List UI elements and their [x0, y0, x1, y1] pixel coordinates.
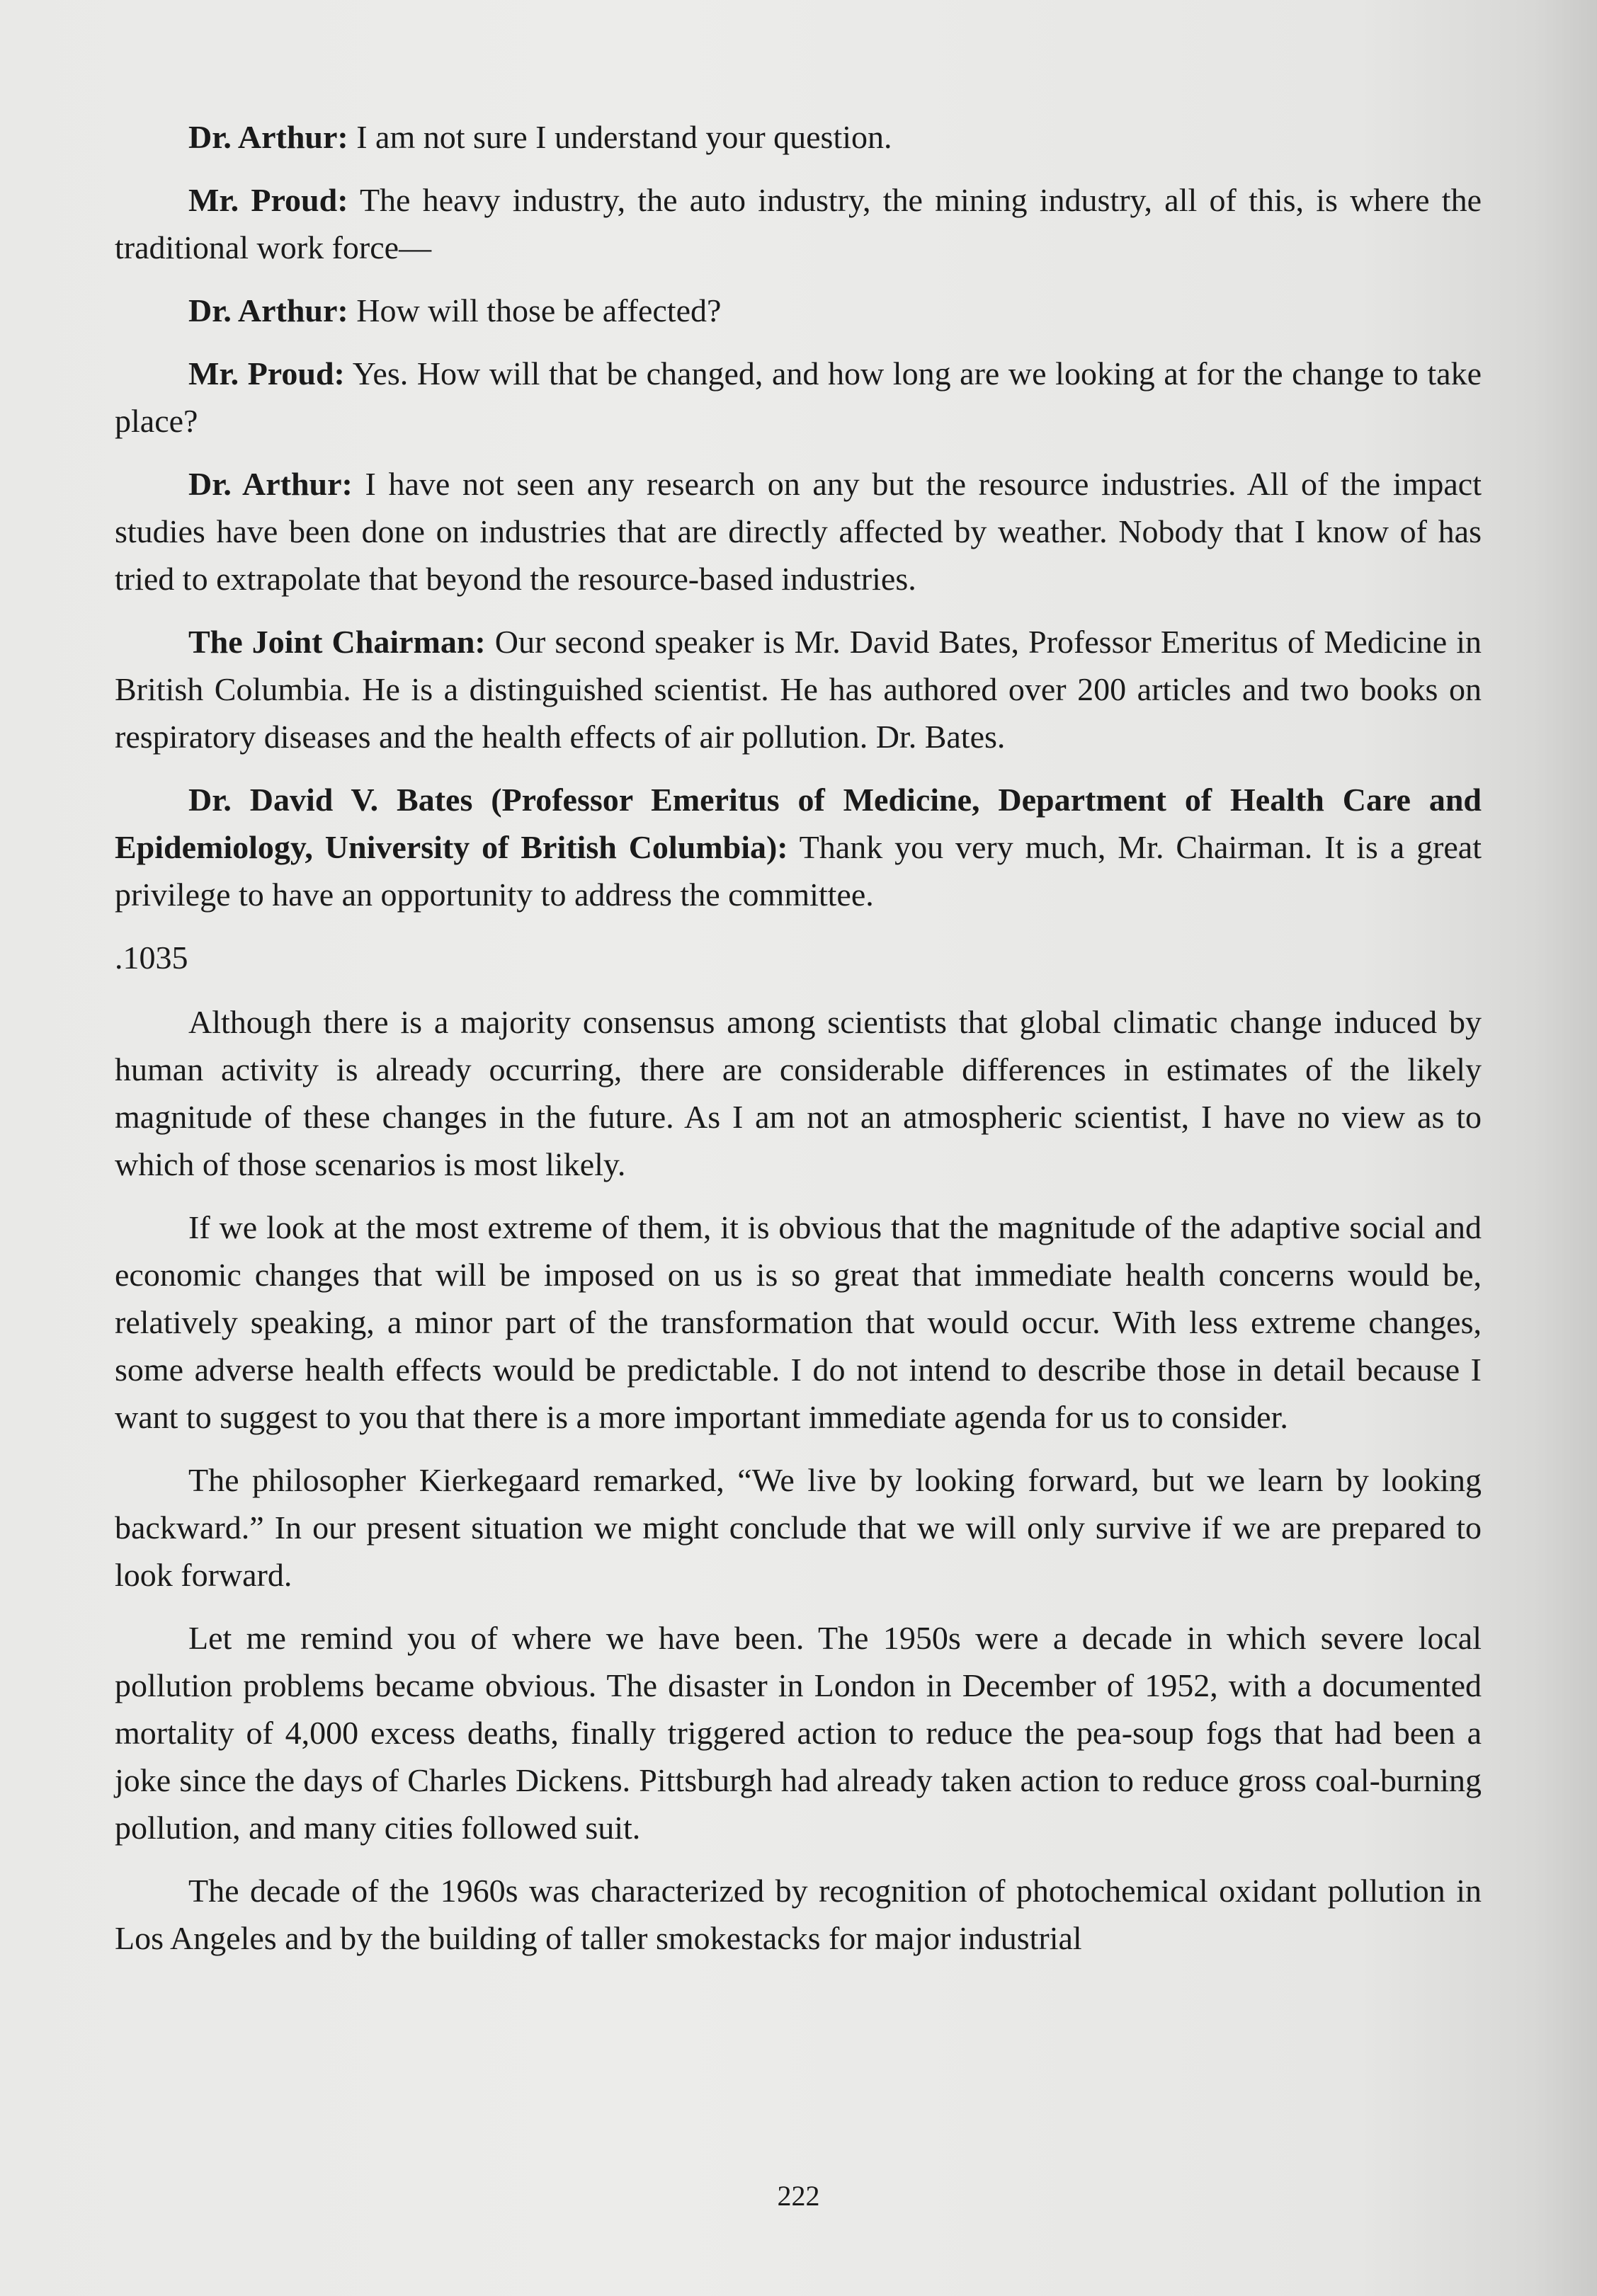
transcript-paragraph	[115, 176, 1482, 271]
speaker-name: Dr. Arthur:	[188, 119, 348, 155]
transcript-body	[115, 113, 1482, 1977]
transcript-paragraph	[115, 113, 1482, 161]
speaker-name: The Joint Chairman:	[188, 624, 486, 660]
speaker-name: Dr. Arthur:	[188, 466, 353, 502]
speaker-name: Mr. Proud:	[188, 355, 345, 392]
paragraph-text: If we look at the most extreme of them, it is obvious that the magnitude of the adaptive social and economic changes that will be imposed on us is so great that immediate health concerns would be, relatively speaking, a minor part of the transformation that would occur. With less extreme changes, some adverse health effects would be predictable. I do not intend to describe those in detail because I want to suggest to you that there is a more important immediate agenda for us to consider.	[115, 1209, 1482, 1435]
transcript-paragraph	[115, 998, 1482, 1188]
transcript-paragraph	[115, 1614, 1482, 1851]
paragraph-text: The heavy industry, the auto industry, the mining industry, all of this, is where the traditional work force—	[115, 182, 1482, 265]
paragraph-text: Yes. How will that be changed, and how long are we looking at for the change to take place?	[115, 355, 1482, 439]
paragraph-text: Although there is a majority consensus among scientists that global climatic change induced by human activity is already occurring, there are considerable differences in estimates of the likely magnitude of these changes in the future. As I am not an atmospheric scientist, I have no view as to which of those scenarios is most likely.	[115, 1004, 1482, 1182]
paragraph-text: The decade of the 1960s was characterized by recognition of photochemical oxidant pollution in Los Angeles and by the building of taller smokestacks for major industrial	[115, 1873, 1482, 1956]
time-marker: .1035	[115, 939, 188, 976]
paragraph-text: How will those be affected?	[348, 292, 722, 329]
transcript-paragraph	[115, 350, 1482, 445]
transcript-paragraph	[115, 776, 1482, 918]
paragraph-text: The philosopher Kierkegaard remarked, “We live by looking forward, but we learn by looking backward.” In our present situation we might conclude that we will only survive if we are prepared to look forward.	[115, 1462, 1482, 1593]
transcript-paragraph	[115, 1867, 1482, 1962]
paragraph-text: Our second speaker is Mr. David Bates, Professor Emeritus of Medicine in British Columbia. He is a distinguished scientist. He has authored over 200 articles and two books on respiratory diseases and the health effects of air pollution. Dr. Bates.	[115, 624, 1482, 755]
transcript-paragraph	[115, 1456, 1482, 1599]
transcript-paragraph	[115, 1204, 1482, 1441]
paragraph-text: Let me remind you of where we have been. The 1950s were a decade in which severe local pollution problems became obvious. The disaster in London in December of 1952, with a documented mortality of 4,000 excess deaths, finally triggered action to reduce the pea-soup fogs that had been a joke since the days of Charles Dickens. Pittsburgh had already taken action to reduce gross coal-burning pollution, and many cities followed suit.	[115, 1620, 1482, 1846]
transcript-paragraph	[115, 460, 1482, 602]
speaker-name: Dr. Arthur:	[188, 292, 348, 329]
paragraph-text: I have not seen any research on any but the resource industries. All of the impact studies have been done on industries that are directly affected by weather. Nobody that I know of has tried to extrapolate that beyond the resource-based industries.	[115, 466, 1482, 597]
paragraph-text: I am not sure I understand your question.	[348, 119, 892, 155]
speaker-name: Dr. David V. Bates (Professor Emeritus of Medicine, Department of Health Care and Epidemiology, University of British Columbia):	[115, 782, 1482, 865]
transcript-paragraph	[115, 287, 1482, 334]
speaker-name: Mr. Proud:	[188, 182, 348, 218]
page-number: 222	[777, 2180, 820, 2212]
transcript-paragraph	[115, 618, 1482, 760]
paragraph-text: Thank you very much, Mr. Chairman. It is a great privilege to have an opportunity to address the committee.	[115, 829, 1482, 913]
